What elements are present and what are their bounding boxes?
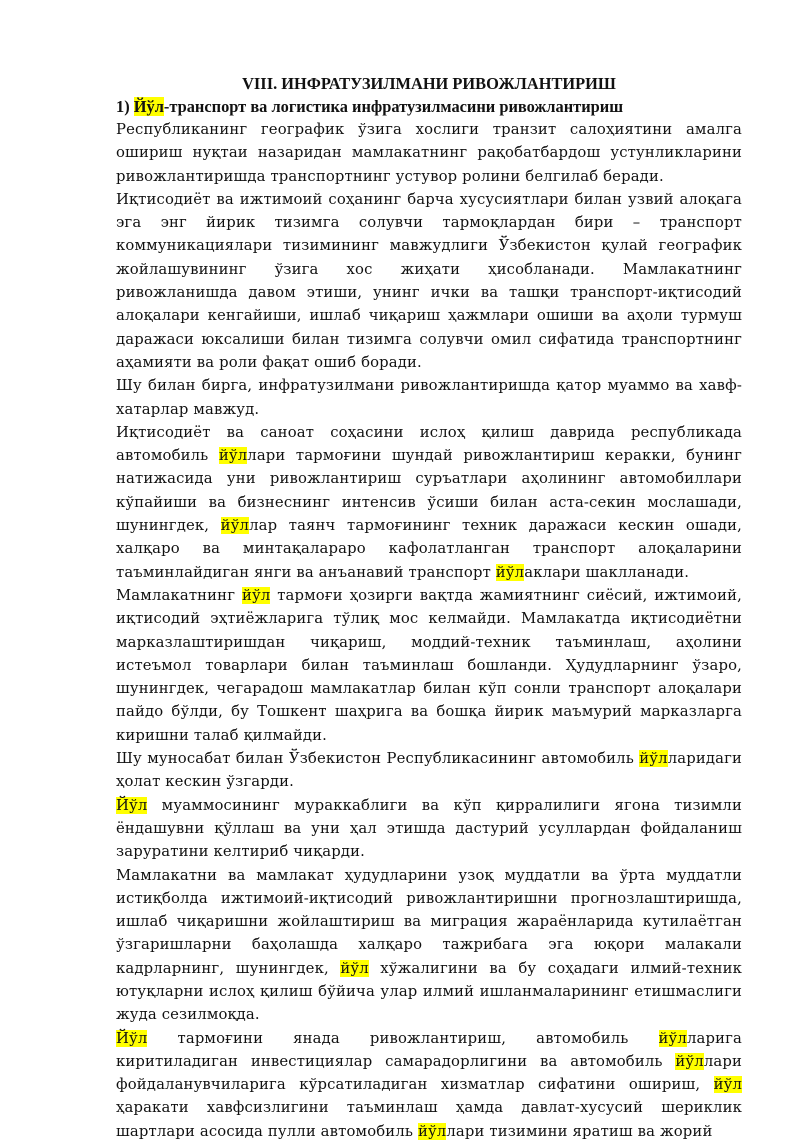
paragraph [116, 188, 742, 374]
paragraph [116, 374, 742, 421]
text-run: Иқтисодиёт ва саноат соҳасини ислоҳ қилиш даврида республикада автомобиль [116, 423, 742, 465]
document-body [116, 118, 742, 1143]
highlighted-term: йўл [241, 586, 271, 604]
text-run: Шу билан бирга, инфратузилмани ривожлантиришда қатор муаммо ва хавф-хатарлар мавжуд. [116, 377, 742, 418]
highlighted-term: йўл [495, 563, 525, 581]
text-run: ларидаги ҳолат кескин ўзгарди. [116, 750, 742, 791]
text-run: Мамлакатни ва мамлакат ҳудудларини узоқ муддатли ва ўрта муддатли истиқболда ижтимоий-иқтисодий ривожлантиришни прогнозлаштиришда, ишлаб чиқаришни жойлаштириш ва миграция жараёнларида кутилаётган ўзгаришларни баҳолашда халқаро тажрибага эга юқори малакали кадрларнинг, шунингдек, [116, 866, 742, 977]
highlighted-term: йўл [658, 1029, 687, 1047]
text-run: Иқтисодиёт ва ижтимоий соҳанинг барча хусусиятлари билан узвий алоқага эга энг йирик тизимга солувчи тармоқлардан бири – транспорт коммуникациялари тизимининг мавжудлиги Ўзбекистон қулай географик жойлашувининг ўзига хос жиҳати ҳисобланади. Мамлакатнинг ривожланишда давом этиши, унинг ички ва ташқи транспорт-иқтисодий алоқалари кенгайиши, ишлаб чиқариш ҳажмлари ошиши ва аҳоли турмуш даражаси юксалиши билан тизимга солувчи омил сифатида транспортнинг аҳамияти ва роли фақат ошиб боради. [116, 190, 742, 371]
section-heading: VIII. ИНФРАТУЗИЛМАНИ РИВОЖЛАНТИРИШ [242, 74, 616, 93]
paragraph [116, 421, 742, 584]
text-run: аклари шаклланади. [524, 563, 690, 581]
text-run: Шу муносабат билан Ўзбекистон Республикасининг автомобиль [116, 750, 640, 768]
paragraph [116, 747, 742, 794]
document-page [116, 72, 742, 1143]
text-run: -транспорт ва логистика инфратузилмасини ривожлантириш [163, 97, 624, 116]
paragraph [116, 794, 742, 864]
highlighted-term: йўл [675, 1052, 704, 1070]
highlighted-term: Йўл [116, 1029, 148, 1047]
text-run: тармоғини янада ривожлантириш, автомобиль [147, 1029, 659, 1047]
text-run: тармоғи ҳозирги вақтда жамиятнинг сиёсий, ижтимоий, иқтисодий эҳтиёжларига тўлиқ мос келмайди. Мамлакатда иқтисодиётни марказлаштиришдан чиқариш, моддий-техник таъминлаш, аҳолини истеъмол товарлари билан таъминлаш бошланди. Ҳудудларнинг ўзаро, шунингдек, чегарадош мамлакатлар билан кўп сонли транспорт алоқалари пайдо бўлди, бу Тошкент шаҳрига ва бошқа йирик маъмурий марказларга киришни талаб қилмайди. [116, 586, 742, 744]
text-run: Мамлакатнинг [116, 586, 242, 604]
highlighted-term: йўл [639, 750, 668, 768]
paragraph [116, 864, 742, 1027]
subsection-heading [116, 95, 742, 118]
paragraph [116, 118, 742, 188]
text-run: Республиканинг географик ўзига хослиги транзит салоҳиятини амалга ошириш нуқтаи назаридан мамлакатнинг рақобатбардош устунликларини ривожлантиришда транспортнинг устувор ролини белгилаб беради. [116, 121, 742, 185]
text-run: ҳаракати хавфсизлигини таъминлаш ҳамда давлат-хусусий шериклик шартлари асосида пулли автомобиль [116, 1099, 742, 1140]
text-run: лари фойдаланувчиларига кўрсатиладиган хизматлар сифатини ошириш, [116, 1052, 742, 1094]
text-run: лар таянч тармоғининг техник даражаси кескин ошади, халқаро ва минтақалараро кафолатланган транспорт алоқаларини таъминлайдиган янги ва анъанавий транспорт [116, 517, 742, 581]
text-run: муаммосининг мураккаблиги ва кўп қирралилиги ягона тизимли ёндашувни қўллаш ва уни ҳал этишда дастурий усуллардан фойдаланиш заруратини келтириб чиқарди. [116, 796, 742, 861]
highlighted-term: йўл [340, 959, 369, 977]
paragraph [116, 1027, 742, 1143]
highlighted-term: йўл [417, 1122, 447, 1140]
paragraph [116, 584, 742, 747]
text-run: 1) [116, 97, 134, 116]
text-run: хўжалигини ва бу соҳадаги илмий-техник ютуқларни ислоҳ қилиш бўйича улар илмий ишланмаларининг етишмаслиги жуда сезилмоқда. [116, 959, 742, 1024]
highlighted-term: Йўл [116, 796, 148, 814]
highlighted-term: йўл [220, 517, 250, 535]
highlighted-term: йўл [713, 1076, 742, 1094]
highlighted-term: йўл [218, 447, 248, 465]
highlighted-term: Йўл [133, 97, 164, 116]
text-run: лари тармоғини шундай ривожлантириш керакки, бунинг натижасида уни ривожлантириш суръатлари аҳолининг автомобиллари кўпайиши ва бизнеснинг интенсив ўсиши билан аста-секин мослашади, шунингдек, [116, 447, 743, 535]
text-run: ларига киритиладиган инвестициялар самарадорлигини ва автомобиль [116, 1029, 742, 1070]
text-run: лари тизимини яратиш ва жорий [446, 1122, 713, 1140]
